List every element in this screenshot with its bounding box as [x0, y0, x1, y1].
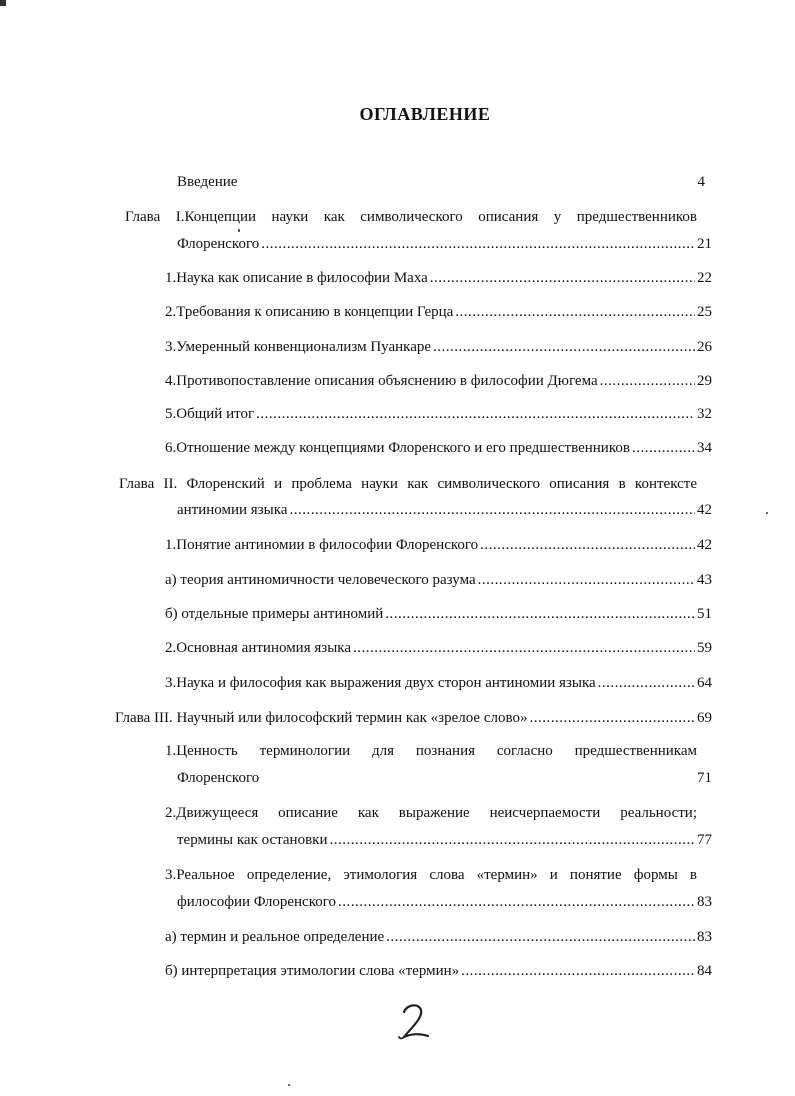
- toc-entry-multiline: 3.Реальное определение, этимология слова «термин» и понятие формы в: [165, 867, 697, 883]
- toc-entry-page: 83: [697, 894, 712, 910]
- leader-dots: [455, 302, 695, 322]
- toc-entry-page: 84: [697, 963, 712, 979]
- toc-entry-page: 22: [697, 270, 712, 286]
- toc-entry-text: 3.Умеренный конвенционализм Пуанкаре: [165, 339, 432, 355]
- toc-entry-text: 2.Требования к описанию в концепции Герца: [165, 304, 454, 320]
- scan-speck: [288, 1084, 290, 1086]
- toc-entry: [165, 404, 712, 424]
- toc-entry-page: 64: [697, 675, 712, 691]
- toc-entry-multiline: 2.Движущееся описание как выражение неисчерпаемости реальности;: [165, 805, 697, 821]
- chapter-3-heading: [115, 708, 712, 728]
- leader-dots: [632, 438, 695, 458]
- toc-entry-page: 21: [697, 236, 712, 252]
- leader-dots: [529, 708, 695, 728]
- scan-speck: [0, 0, 6, 6]
- toc-entry: [165, 268, 712, 288]
- toc-entry-text: 1.Понятие антиномии в философии Флоренского: [165, 537, 479, 553]
- toc-entry: [165, 673, 712, 693]
- toc-entry: [165, 371, 712, 391]
- leader-dots: [289, 500, 695, 520]
- toc-entry-text: 4.Противопоставление описания объяснению в философии Дюгема: [165, 373, 598, 389]
- toc-entry-page: 4: [697, 174, 705, 190]
- toc-entry-page: 59: [697, 640, 712, 656]
- toc-entry-cont: [177, 892, 712, 912]
- leader-dots: [430, 268, 695, 288]
- chapter-2-heading-cont: [177, 500, 712, 520]
- toc-entry-page: 83: [697, 929, 712, 945]
- toc-entry-text: а) теория антиномичности человеческого разума: [165, 572, 476, 588]
- toc-entry-text: 3.Наука и философия как выражения двух сторон антиномии языка: [165, 675, 596, 691]
- toc-entry: [165, 638, 712, 658]
- toc-entry-text: а) термин и реальное определение: [165, 929, 385, 945]
- leader-dots: [261, 234, 695, 254]
- leader-dots: [478, 570, 695, 590]
- toc-entry-text: Флоренского: [177, 236, 260, 252]
- toc-entry-text: б) отдельные примеры антиномий: [165, 606, 384, 622]
- toc-entry-page: 32: [697, 406, 712, 422]
- leader-dots: [385, 604, 695, 624]
- toc-entry-page: 43: [697, 572, 712, 588]
- chapter-2-heading: Глава II. Флоренский и проблема науки как символического описания в контексте: [119, 476, 697, 492]
- toc-entry: [165, 927, 712, 947]
- toc-entry-page: 26: [697, 339, 712, 355]
- toc-entry-page: 77: [697, 832, 712, 848]
- leader-dots: [386, 927, 695, 947]
- leader-dots: [598, 673, 695, 693]
- toc-entry: [165, 535, 712, 555]
- leader-dots: [480, 535, 695, 555]
- leader-dots: [353, 638, 695, 658]
- leader-dots: [338, 892, 695, 912]
- handwritten-page-number: [395, 1000, 435, 1042]
- toc-entry-page: 42: [697, 537, 712, 553]
- toc-entry-multiline: 1.Ценность терминологии для познания согласно предшественникам: [165, 743, 697, 759]
- leader-dots: [329, 830, 695, 850]
- toc-entry: [165, 570, 712, 590]
- toc-entry-cont: [177, 768, 712, 788]
- chapter-1-heading-cont: [177, 234, 712, 254]
- toc-entry-text: Флоренского: [177, 770, 260, 786]
- toc-entry-text: Глава III. Научный или философский термин как «зрелое слово»: [115, 710, 528, 726]
- toc-entry-text: 1.Наука как описание в философии Маха: [165, 270, 428, 286]
- leader-dots: [256, 404, 695, 424]
- toc-entry: [165, 604, 712, 624]
- toc-entry-page: 25: [697, 304, 712, 320]
- toc-entry-page: 34: [697, 440, 712, 456]
- toc-entry-page: 69: [697, 710, 712, 726]
- toc-entry-text: термины как остановки: [177, 832, 328, 848]
- toc-entry: [165, 302, 712, 322]
- toc-entry-text: философии Флоренского: [177, 894, 337, 910]
- toc-entry: [165, 337, 712, 357]
- toc-entry-intro: [177, 172, 705, 192]
- toc-entry: [165, 438, 712, 458]
- toc-entry-page: 42: [697, 502, 712, 518]
- toc-entry-text: Введение: [177, 174, 238, 190]
- page-title: ОГЛАВЛЕНИЕ: [359, 104, 491, 124]
- toc-entry: [165, 961, 712, 981]
- leader-dots: [600, 371, 695, 391]
- toc-entry-text: 5.Общий итог: [165, 406, 255, 422]
- leader-dots: [461, 961, 695, 981]
- leader-dots: [433, 337, 695, 357]
- toc-entry-page: 71: [697, 770, 712, 786]
- toc-entry-text: 2.Основная антиномия языка: [165, 640, 351, 656]
- toc-entry-text: б) интерпретация этимологии слова «термин»: [165, 963, 460, 979]
- toc-entry-page: 29: [697, 373, 712, 389]
- chapter-1-heading: Глава I.Концепции науки как символического описания у предшественников: [125, 209, 697, 225]
- toc-entry-text: 6.Отношение между концепциями Флоренского и его предшественников: [165, 440, 630, 456]
- toc-entry-cont: [177, 830, 712, 850]
- scan-speck: [238, 229, 240, 232]
- scan-speck: [766, 512, 768, 514]
- toc-entry-page: 51: [697, 606, 712, 622]
- toc-entry-text: антиномии языка: [177, 502, 288, 518]
